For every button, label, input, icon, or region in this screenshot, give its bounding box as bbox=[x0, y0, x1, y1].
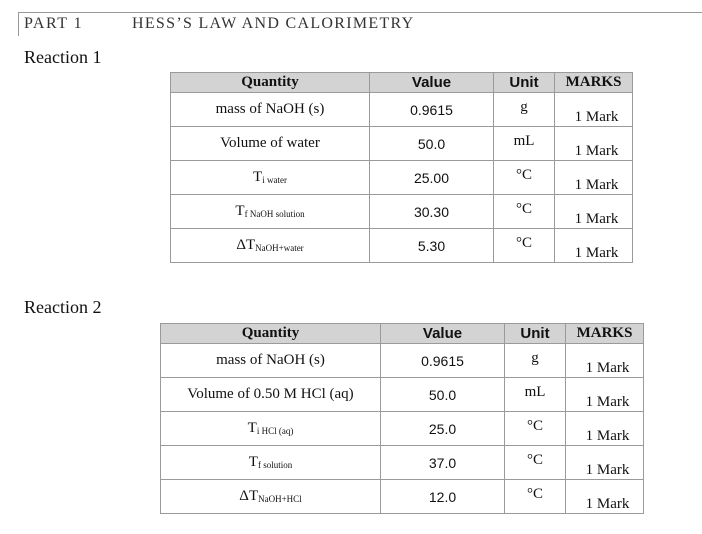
table-row bbox=[171, 161, 633, 195]
header-quantity: Quantity bbox=[161, 324, 381, 344]
value-cell: 25.0 bbox=[381, 412, 505, 446]
table-row bbox=[171, 195, 633, 229]
marks-label: 1 Mark bbox=[574, 245, 619, 261]
marks-label: 1 Mark bbox=[574, 109, 619, 125]
unit-cell: °C bbox=[505, 412, 566, 446]
header-unit: Unit bbox=[494, 73, 555, 93]
table-row bbox=[161, 412, 644, 446]
value-cell: 25.00 bbox=[370, 161, 494, 195]
value-cell: 0.9615 bbox=[381, 344, 505, 378]
value-cell: 12.0 bbox=[381, 480, 505, 514]
value-cell: 30.30 bbox=[370, 195, 494, 229]
quantity-symbol: T bbox=[235, 203, 245, 219]
unit-cell: °C bbox=[494, 161, 555, 195]
value-cell: 5.30 bbox=[370, 229, 494, 263]
unit-cell: °C bbox=[505, 446, 566, 480]
marks-cell bbox=[566, 412, 644, 446]
marks-label: 1 Mark bbox=[574, 211, 619, 227]
table-row bbox=[161, 446, 644, 480]
marks-cell bbox=[566, 378, 644, 412]
unit-cell: °C bbox=[505, 480, 566, 514]
part-label: PART 1 bbox=[24, 15, 84, 32]
marks-label: 1 Mark bbox=[585, 360, 630, 376]
unit-cell: °C bbox=[494, 229, 555, 263]
quantity-symbol: ΔT bbox=[239, 488, 259, 504]
table-header-row bbox=[161, 324, 644, 344]
table-row bbox=[161, 378, 644, 412]
quantity-cell: Volume of water bbox=[171, 127, 370, 161]
value-cell: 0.9615 bbox=[370, 93, 494, 127]
table-row bbox=[161, 480, 644, 514]
marks-cell bbox=[566, 480, 644, 514]
marks-label: 1 Mark bbox=[574, 177, 619, 193]
quantity-cell: mass of NaOH (s) bbox=[171, 93, 370, 127]
header-value: Value bbox=[381, 324, 505, 344]
table-row bbox=[171, 93, 633, 127]
marks-label: 1 Mark bbox=[585, 496, 630, 512]
header-value: Value bbox=[370, 73, 494, 93]
marks-label: 1 Mark bbox=[585, 462, 630, 478]
marks-label: 1 Mark bbox=[574, 143, 619, 159]
quantity-symbol: T bbox=[253, 169, 263, 185]
header-rule bbox=[18, 12, 702, 13]
table-row bbox=[171, 229, 633, 263]
marks-cell bbox=[555, 161, 633, 195]
part-title: HESS’S LAW AND CALORIMETRY bbox=[132, 15, 415, 32]
quantity-cell bbox=[161, 480, 381, 514]
quantity-cell bbox=[171, 195, 370, 229]
quantity-symbol: T bbox=[247, 420, 257, 436]
table-row bbox=[161, 344, 644, 378]
quantity-subscript: NaOH+HCl bbox=[258, 494, 302, 504]
quantity-cell bbox=[171, 229, 370, 263]
unit-cell: g bbox=[505, 344, 566, 378]
header-left-rule bbox=[18, 12, 19, 36]
table-header-row bbox=[171, 73, 633, 93]
reaction-1-table bbox=[170, 72, 633, 263]
marks-label: 1 Mark bbox=[585, 394, 630, 410]
quantity-subscript: NaOH+water bbox=[255, 243, 304, 253]
value-cell: 50.0 bbox=[381, 378, 505, 412]
quantity-subscript: f solution bbox=[257, 460, 293, 470]
quantity-subscript: i water bbox=[262, 175, 287, 185]
reaction-2-table bbox=[160, 323, 644, 514]
quantity-cell bbox=[161, 412, 381, 446]
value-cell: 37.0 bbox=[381, 446, 505, 480]
quantity-subscript: f NaOH solution bbox=[244, 209, 305, 219]
quantity-cell bbox=[171, 161, 370, 195]
header-marks: MARKS bbox=[555, 73, 633, 93]
marks-cell bbox=[555, 229, 633, 263]
header-marks: MARKS bbox=[566, 324, 644, 344]
unit-cell: °C bbox=[494, 195, 555, 229]
quantity-cell: Volume of 0.50 M HCl (aq) bbox=[161, 378, 381, 412]
quantity-symbol: ΔT bbox=[236, 237, 256, 253]
unit-cell: mL bbox=[494, 127, 555, 161]
marks-label: 1 Mark bbox=[585, 428, 630, 444]
marks-cell bbox=[555, 93, 633, 127]
reaction-1-heading: Reaction 1 bbox=[24, 47, 102, 67]
marks-cell bbox=[555, 195, 633, 229]
reaction-2-heading: Reaction 2 bbox=[24, 297, 102, 317]
table-row bbox=[171, 127, 633, 161]
header-unit: Unit bbox=[505, 324, 566, 344]
value-cell: 50.0 bbox=[370, 127, 494, 161]
quantity-symbol: T bbox=[248, 454, 258, 470]
unit-cell: g bbox=[494, 93, 555, 127]
quantity-subscript: i HCl (aq) bbox=[256, 426, 294, 436]
marks-cell bbox=[555, 127, 633, 161]
quantity-cell bbox=[161, 446, 381, 480]
marks-cell bbox=[566, 344, 644, 378]
header-quantity: Quantity bbox=[171, 73, 370, 93]
marks-cell bbox=[566, 446, 644, 480]
quantity-cell: mass of NaOH (s) bbox=[161, 344, 381, 378]
unit-cell: mL bbox=[505, 378, 566, 412]
